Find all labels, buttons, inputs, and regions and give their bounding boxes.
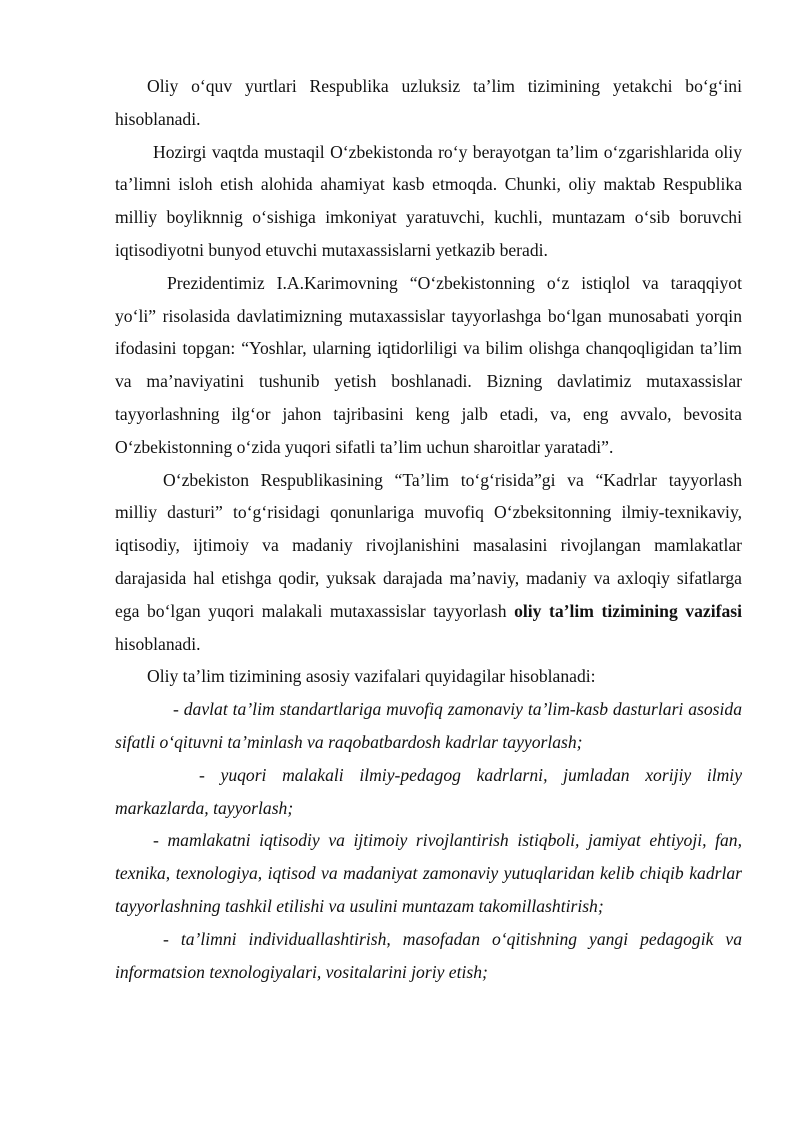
list-item: - ta’limni individuallashtirish, masofadan o‘qitishning yangi pedagogik va informatsion texnologiyalari, vositalarini joriy etish; [115, 928, 742, 982]
list-item: - mamlakatni iqtisodiy va ijtimoiy rivojlantirish istiqboli, jamiyat ehtiyoji, fan, texnika, texnologiya, iqtisod va madaniyat zamonaviy yutuqlaridan kelib chiqib kadrlar tayyorlashning tashkil etilishi va usulini muntazam takomillashtirish; [115, 830, 742, 916]
list-item: - yuqori malakali ilmiy-pedagog kadrlarni, jumladan xorijiy ilmiy markazlarda, tayyorlash; [115, 764, 742, 818]
paragraph-law-bold: oliy ta’lim tizimining vazifasi [514, 600, 742, 621]
paragraph-law-end: hisoblanadi. [115, 633, 201, 654]
document-page [115, 70, 742, 988]
paragraph-reform: Hozirgi vaqtda mustaqil O‘zbekistonda ro‘y berayotgan ta’lim o‘zgarishlarida oliy ta’limni isloh etish alohida ahamiyat kasb etmoqda. Chunki, oliy maktab Respublika milliy boyliknnig o‘sishiga imkoniyat yaratuvchi, kuchli, muntazam o‘sib boruvchi iqtisodiyotni bunyod etuvchi mutaxassislarni yetkazib beradi. [115, 141, 742, 260]
list-item: - davlat ta’lim standartlariga muvofiq zamonaviy ta’lim-kasb dasturlari asosida sifatli o‘qituvni ta’minlash va raqobatbardosh kadrlar tayyorlash; [115, 699, 742, 752]
paragraph-law-text: O‘zbekiston Respublikasining “Ta’lim to‘g‘risida”gi va “Kadrlar tayyorlash milliy dasturi” to‘g‘risidagi qonunlariga muvofiq O‘zbeksitonning ilmiy-texnikaviy, iqtisodiy, ijtimoiy va madaniy rivojlanishini masalasini rivojlangan mamlakatlar darajasida hal etishga qodir, yuksak darajada ma’naviy, madaniy va axloqiy sifatlarga ega bo‘lgan yuqori malakali mutaxassislar tayyorlash [115, 469, 742, 621]
paragraph-president-quote: Prezidentimiz I.A.Karimovning “O‘zbekistonning o‘z istiqlol va taraqqiyot yo‘li” risolasida davlatimizning mutaxassislar tayyorlashga bo‘lgan munosabati yorqin ifodasini topgan: “Yoshlar, ularning iqtidorliligi va bilim olishga chanqoqligidan ta’lim va ma’naviyatini tushunib yetish boshlanadi. Bizning davlatimiz mutaxassislar tayyorlashning ilg‘or jahon tajribasini keng jalb etadi, va, eng avvalo, bevosita O‘zbekistonning o‘zida yuqori sifatli ta’lim uchun sharoitlar yaratadi”. [115, 272, 742, 457]
paragraph-law [115, 464, 742, 661]
paragraph-intro: Oliy o‘quv yurtlari Respublika uzluksiz ta’lim tizimining yetakchi bo‘g‘ini hisoblanadi. [115, 76, 742, 129]
paragraph-tasks-heading: Oliy ta’lim tizimining asosiy vazifalari quyidagilar hisoblanadi: [147, 666, 596, 687]
